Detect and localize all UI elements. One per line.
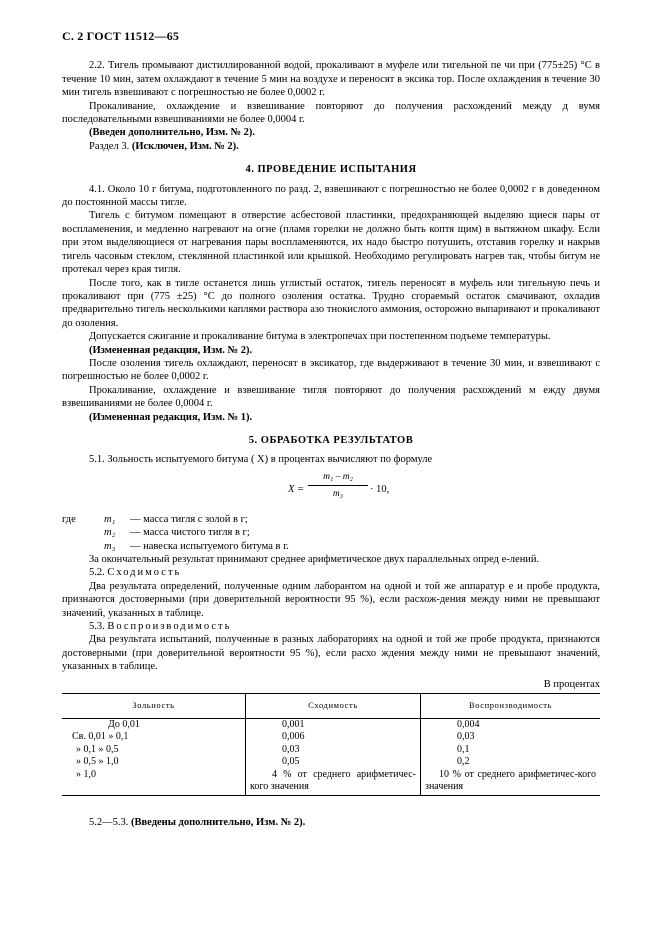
table-row [62,719,600,796]
paragraph-5-1: 5.1. Зольность испытуемого битума ( X) в процентах вычисляют по формуле [89,454,433,466]
paragraph-final-result: За окончательный результат принимают среднее арифметическое двух параллельных опред е-лений. [89,553,540,565]
paragraph-5-2-heading: 5.2. Сходимость [89,567,182,579]
paragraph-4-1: 4.1. Около 10 г битума, подготовленного по разд. 2, взвешивают с погрешностью не более 0,0002 г в доведенном до постоянной массы тигле. [62,183,600,209]
page-header: С. 2 ГОСТ 11512—65 [62,29,180,43]
formula-fraction [308,471,368,502]
paragraph-5-3-heading: 5.3. Воспроизводимость [89,620,232,632]
table-header-row [62,694,600,719]
paragraph-2-2: 2.2. Тигель промывают дистиллированной водой, прокаливают в муфеле или тигельной пе чи при (775±25) °С в течение 10 мин, затем охлаждают в течение 5 мин на воздухе и переносят в эксика тор. После охлаждения в течение 30 мин тигель взвешивают с погрешностью не более 0,0002 г. [62,60,600,99]
paragraph-5-2: Два результата определений, полученные одним лаборантом на одной и той же аппаратур е и пробе продукта, признаются достоверными (при доверительной вероятности 95 %), если расхож-дения между ними не превышают значений, указанных в таблице. [62,580,600,619]
definition-row: где m₁ — масса тигля с золой в г; [62,513,248,525]
definition-row: m₃ — навеска испытуемого битума в г. [104,540,289,552]
amendment-note: (Введен дополнительно, Изм. № 2). [89,127,256,139]
reproducibility-title: Воспроизводимость [107,620,232,632]
paragraph-heating: Тигель с битумом помещают в отверстие асбестовой пластинки, предохраняющей выделяю щиеся пары от воспламенения, и медленно нагревают на огне (пламя горелки не должно быть коптя щим) в вытяжном шкафу. Если при этом выделяющиеся от нагревания пары воспламеняются, их надо быстро потушить, отставив горелку и накрыв тигель часовым стеклом, стеклянной пластинкой или крышкой. Необходимо регулировать нагрев так, чтобы битум не протекал через края тигля. [62,210,600,276]
variable-definitions [62,513,600,553]
reproducibility-values: 0,004 0,03 0,1 0,2 10 % от среднего арифметичес-кого значения [421,719,601,796]
formula-lhs: X = [288,483,305,495]
repeatability-title: Сходимость [107,567,182,579]
amendment-note: (Измененная редакция, Изм. № 1). [89,411,253,423]
section-4-title: 4. ПРОВЕДЕНИЕ ИСПЫТАНИЯ [245,164,417,176]
paragraph-repeat: Прокаливание, охлаждение и взвешивание тигля повторяют до получения расхождений м ежду двумя взвешиваниями не более 0,0004 г. [62,384,600,410]
section-3-label: Раздел 3. [89,140,132,152]
ash-formula [62,471,600,511]
paragraph-5-3: Два результата испытаний, полученные в разных лабораториях на одной и той же пробе продукта, признаются достоверными (при доверительной вероятности 95 %), если расхо ждения между ними не превышают значений, указанных в таблице. [62,634,600,673]
section-5-title: 5. ОБРАБОТКА РЕЗУЛЬТАТОВ [248,434,414,446]
amendment-note: (Измененная редакция, Изм. № 2). [89,344,253,356]
precision-table [62,693,600,796]
formula-denominator: m₃ [332,489,344,500]
footer-note: 5.2—5.3. (Введены дополнительно, Изм. № 2). [89,817,306,829]
document-page [62,30,600,830]
formula-rhs: · 10, [370,483,390,495]
paragraph-cooling: После озоления тигель охлаждают, переносят в эксикатор, где выдерживают в течение 30 мин, и взвешивают с погрешностью не более 0,0002 г. [62,357,600,383]
header-ash: Зольность [62,694,246,719]
paragraph-electric-furnace: Допускается сжигание и прокаливание битума в электропечах при постепенном подъеме температуры. [89,331,551,343]
header-repeatability: Сходимость [246,694,421,719]
paragraph-calcination: После того, как в тигле останется лишь углистый остаток, тигель переносят в муфель или тигельную печь и прокаливают при (775 ±25) °С до полного озоления остатка. Трудно сгораемый остаток смачивают, охладив предварительно тигель несколькими каплями раствора азо тнокислого аммония, осторожно выпаривают и прокаливают до озоления. [62,277,600,329]
definition-row: m₂ — масса чистого тигля в г; [104,527,250,539]
section-3-excluded: (Исключен, Изм. № 2). [131,140,239,152]
paragraph-repeat-weighing: Прокаливание, охлаждение и взвешивание повторяют до получения расхождений между д вумя последовательными взвешиваниями не более 0,0004 г. [62,100,600,126]
repeatability-values: 0,001 0,006 0,03 0,05 4 % от среднего арифметичес-кого значения [246,719,421,796]
formula-numerator: m₁ – m₂ [308,471,368,486]
header-reproducibility: Воспроизводимость [421,694,601,719]
section-3-note [62,140,600,153]
ash-ranges: До 0,01 Св. 0,01 » 0,1 » 0,1 » 0,5 » 0,5 » 1,0 » 1,0 [62,719,246,796]
table-units: В процентах [543,678,600,690]
